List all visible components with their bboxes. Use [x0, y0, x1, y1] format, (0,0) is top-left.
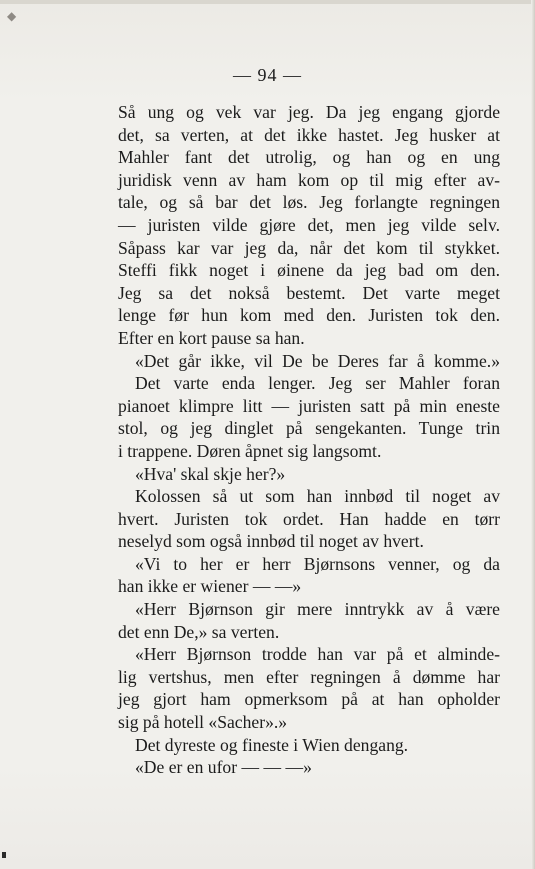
text-line: lenge før hun kom med den. Juristen tok den. — [118, 305, 500, 326]
text-line: han ikke er wiener — —» — [118, 576, 302, 597]
printer-mark-icon: ◆ — [7, 9, 17, 23]
text-line: i trappene. Døren åpnet sig langsomt. — [118, 440, 382, 461]
text-line: juridisk venn av ham kom op til mig efter av- — [118, 169, 500, 190]
text-line: jeg gjort ham opmerksom på at han opholder — [118, 689, 500, 710]
text-line: Det dyreste og fineste i Wien dengang. — [135, 734, 409, 755]
text-line: — juristen vilde gjøre det, men jeg vilde selv. — [118, 214, 500, 235]
body-text — [118, 101, 500, 779]
text-line: det enn De,» sa verten. — [118, 621, 280, 642]
text-line: det, sa verten, at det ikke hastet. Jeg husker at — [118, 124, 500, 145]
text-line: Steffi fikk noget i øinene da jeg bad om den. — [118, 260, 500, 281]
text-line: «Hva' skal skje her?» — [135, 463, 286, 484]
text-line: Kolossen så ut som han innbød til noget av — [135, 486, 500, 507]
text-line: hvert. Juristen tok ordet. Han hadde en tørr — [118, 508, 500, 529]
scan-mark-icon — [2, 852, 6, 858]
text-line: «Det går ikke, vil De be Deres far å komme.» — [135, 350, 500, 371]
text-line: Efter en kort pause sa han. — [118, 327, 305, 348]
text-line: Det varte enda lenger. Jeg ser Mahler foran — [135, 373, 500, 394]
text-line: lig vertshus, men efter regningen å dømme har — [118, 666, 500, 687]
text-line: Så ung og vek var jeg. Da jeg engang gjorde — [118, 102, 500, 122]
text-line: tale, og så bar det løs. Jeg forlangte regningen — [118, 192, 500, 213]
text-line: «Herr Bjørnson gir mere inntrykk av å være — [135, 599, 500, 620]
text-line: Jeg sa det nokså bestemt. Det varte meget — [118, 282, 500, 303]
page-top-edge — [0, 0, 535, 4]
text-line: Såpass kar var jeg da, når det kom til stykket. — [118, 237, 500, 258]
text-line: Mahler fant det utrolig, og han og en ung — [118, 147, 500, 168]
text-line: pianoet klimpre litt — juristen satt på min eneste — [118, 395, 500, 416]
text-line: «Herr Bjørnson trodde han var på et alminde- — [135, 644, 500, 665]
text-line: neselyd som også innbød til noget av hvert. — [118, 531, 424, 552]
page-right-edge — [531, 0, 535, 869]
page-number: — 94 — — [233, 65, 302, 85]
text-line: stol, og jeg dinglet på sengekanten. Tunge trin — [118, 418, 500, 439]
text-line: «Vi to her er herr Bjørnsons venner, og da — [135, 553, 500, 574]
text-line: «De er en ufor — — —» — [135, 757, 312, 778]
text-line: sig på hotell «Sacher».» — [118, 712, 288, 733]
